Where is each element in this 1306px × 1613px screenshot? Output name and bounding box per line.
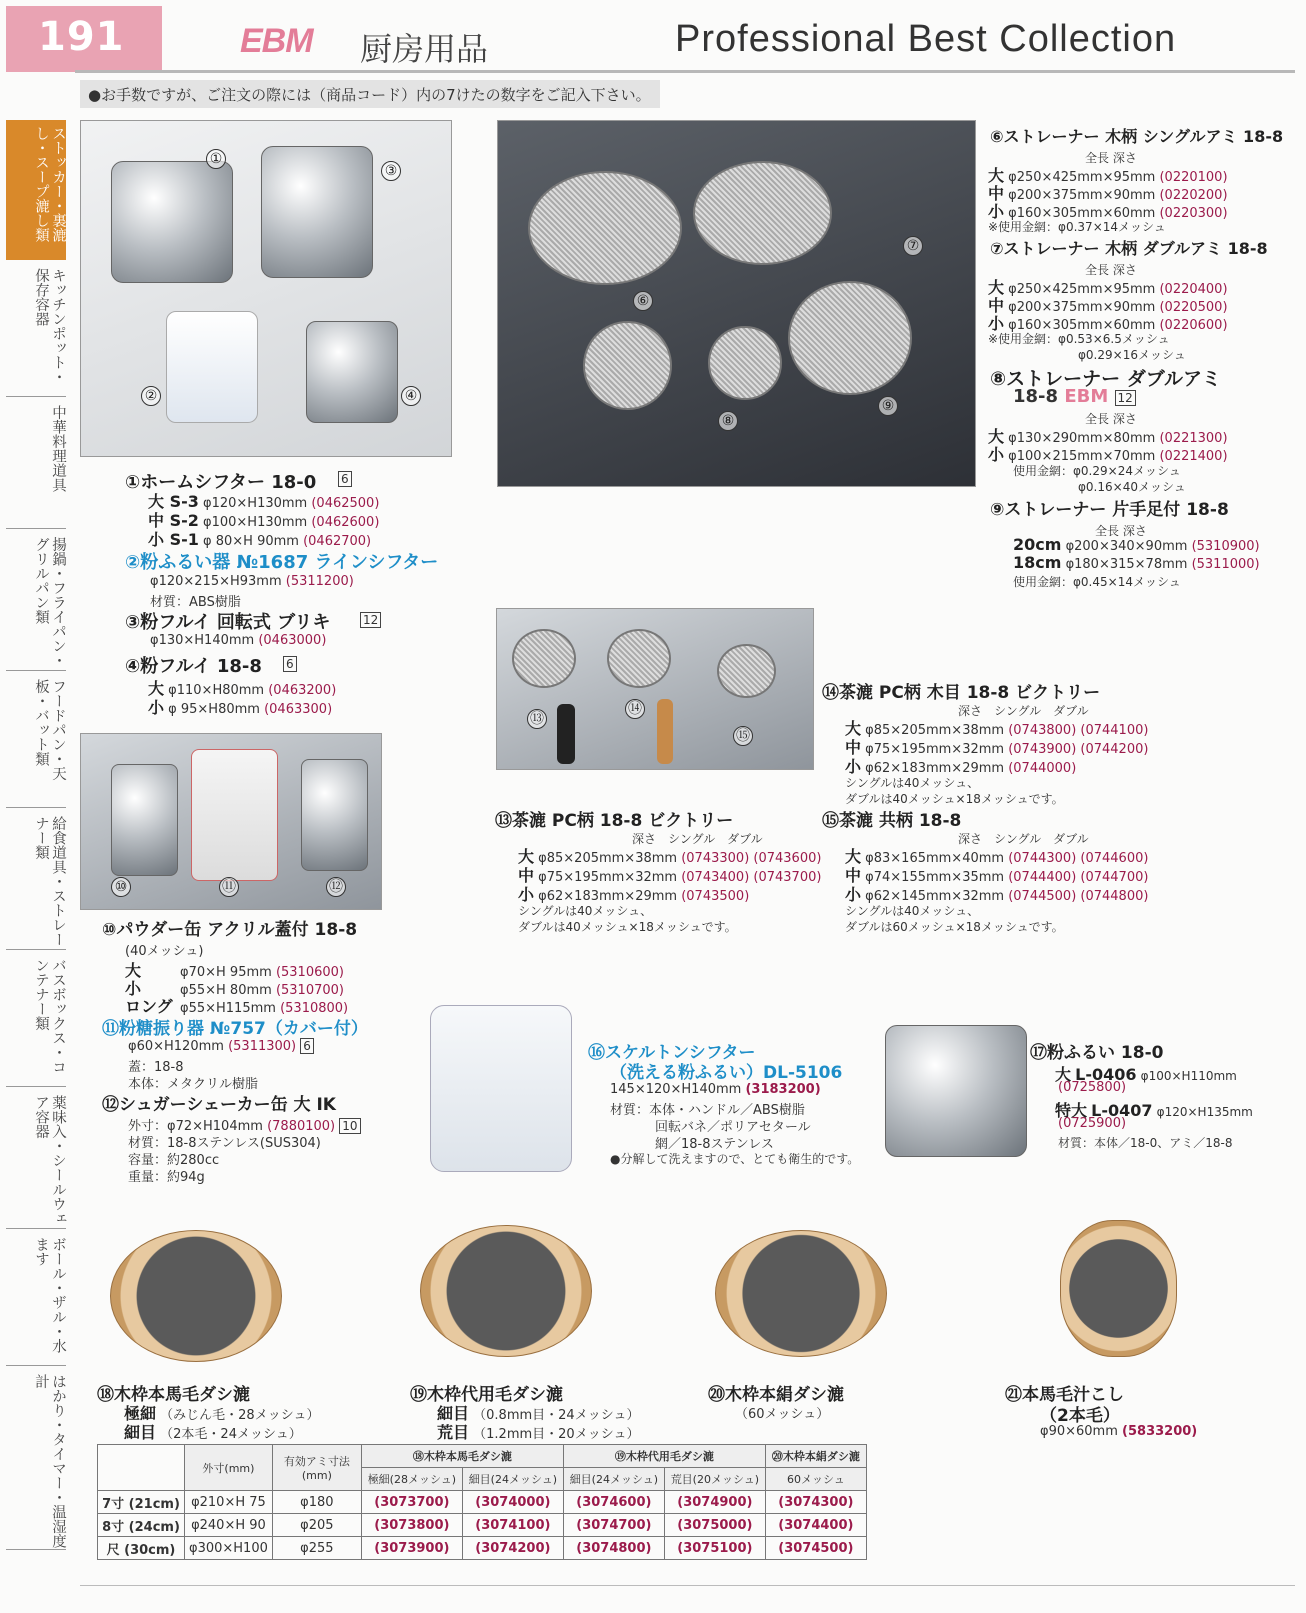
material-text: 材質：18-8ステンレス(SUS304): [128, 1136, 321, 1151]
wood-handle-image: [657, 699, 673, 764]
sidebar-item-frypan[interactable]: 揚鍋・フライパン・グリルパン類: [6, 531, 66, 671]
image-tag: ⑭: [625, 699, 645, 719]
product-photo-sifters: [80, 120, 452, 457]
material-text: 網／18-8ステンレス: [655, 1137, 774, 1152]
image-tag: ⑧: [718, 411, 738, 431]
column-header: 深さ シングル ダブル: [958, 704, 1089, 718]
table-row: 尺 (30cm) φ300×H100 φ255 (3073900) (3074200) (3074800) (3075100) (3074500): [98, 1537, 867, 1560]
spec-row: 小 φ160×305mm×60mm (0220300): [988, 202, 1228, 221]
skeleton-sifter-image: [430, 1005, 572, 1172]
page-number: 191: [38, 14, 125, 60]
pack-qty-badge: 6: [338, 471, 352, 487]
powder-can-image: [111, 764, 178, 876]
sidebar-item-stocker[interactable]: ストッカー・裏漉し・スープ漉し類: [6, 120, 66, 260]
spec-row: 細目 （2本毛・24メッシュ）: [124, 1423, 302, 1442]
line-sifter-image: [166, 311, 258, 423]
material-text: 蓋：18-8: [128, 1060, 184, 1075]
product-code: (0725900): [1058, 1116, 1127, 1131]
image-tag: ⑨: [878, 396, 898, 416]
table-row: 8寸 (24cm) φ240×H 90 φ205 (3073800) (3074100) (3074700) (3075000) (3074400): [98, 1514, 867, 1537]
sidebar-item-scale[interactable]: はかり・タイマー・温湿度計: [6, 1368, 66, 1550]
product-title-sugar-shaker: ⑫シュガーシェーカー缶 大 IK: [102, 1095, 336, 1115]
spec-row: 大 φ250×425mm×95mm (0220400): [988, 278, 1228, 297]
sugar-duster-image: [191, 749, 278, 881]
pack-qty-badge: 6: [283, 656, 297, 672]
mesh-note: φ0.16×40メッシュ: [1078, 480, 1186, 494]
table-header: 外寸(mm): [185, 1445, 273, 1491]
column-header: 全長 深さ: [1085, 412, 1137, 426]
sidebar-item-foodpan[interactable]: フードパン・天板・バット類: [6, 673, 66, 808]
silk-sieve-image: [715, 1230, 887, 1357]
spec-row: 大 φ110×H80mm (0463200): [148, 679, 337, 698]
table-header: 細目(24メッシュ): [462, 1468, 563, 1491]
spec-row: 大 S-3 φ120×H130mm (0462500): [148, 492, 380, 511]
table-group-header: ⑳木枠本絹ダシ漉: [765, 1445, 866, 1468]
tea-strainer-wood-image: [607, 629, 671, 688]
spec-row: 特大 L-0407 φ120×H135mm: [1055, 1101, 1253, 1120]
spec-row: 小 φ 95×H80mm (0463300): [148, 698, 333, 717]
spec-row: 18cm φ180×315×78mm (5311000): [1013, 553, 1260, 572]
spec-row: 145×120×H140mm (3183200): [610, 1082, 821, 1097]
material-text: 材質：本体／18-0、アミ／18-8: [1058, 1136, 1233, 1150]
spec-row: 荒目 （1.2mm目・20メッシュ）: [437, 1423, 640, 1442]
spec-row: 中 S-2 φ100×H130mm (0462600): [148, 511, 380, 530]
spec-row: 大 φ70×H 95mm (5310600): [125, 961, 344, 980]
mesh-note: (40メッシュ): [125, 944, 204, 959]
image-tag: ④: [401, 386, 421, 406]
spec-row: 小 φ62×183mm×29mm (0743500): [518, 885, 750, 904]
spec-row: 極細 （みじん毛・28メッシュ）: [124, 1404, 320, 1423]
spec-row: 外寸：φ72×H104mm (7880100) 10: [128, 1115, 361, 1134]
sidebar-item-bowl[interactable]: ボール・ザル・水ます: [6, 1231, 66, 1366]
spec-row: 大 φ85×205mm×38mm (0743300) (0743600): [518, 847, 822, 866]
table-row: 7寸 (21cm) φ210×H 75 φ180 (3073700) (3074000) (3074600) (3074900) (3074300): [98, 1491, 867, 1514]
sidebar-item-chinese[interactable]: 中華料理道具: [6, 399, 66, 529]
spec-row: 20cm φ200×340×90mm (5310900): [1013, 535, 1260, 554]
product-photo-strainers: [497, 120, 976, 487]
image-tag: ⑬: [527, 709, 547, 729]
spec-row: 大 L-0406 φ100×H110mm: [1055, 1065, 1237, 1084]
pack-qty-badge: 12: [360, 612, 381, 628]
product-title-silk-sieve: ⑳木枠本絹ダシ漉: [708, 1385, 844, 1405]
home-sifter-image: [111, 161, 233, 283]
table-header: 極細(28メッシュ): [361, 1468, 462, 1491]
product-title-sugar-duster: ⑪粉糖振り器 №757（カバー付）: [102, 1019, 368, 1039]
spec-row: 大 φ250×425mm×95mm (0220100): [988, 166, 1228, 185]
horsehair-sieve-image: [110, 1230, 282, 1362]
table-corner: [98, 1445, 185, 1491]
mesh-note: ダブルは60メッシュ×18メッシュです。: [845, 920, 1064, 934]
spec-row: 中 φ200×375mm×90mm (0220500): [988, 296, 1228, 315]
sugar-shaker-image: [301, 759, 368, 871]
table-header: 有効アミ寸法(mm): [272, 1445, 361, 1491]
mesh-note: シングルは40メッシュ、: [845, 904, 980, 918]
column-header: 全長 深さ: [1085, 151, 1137, 165]
material-text: 材質：本体・ハンドル／ABS樹脂: [610, 1103, 805, 1118]
spec-row: 大 φ83×165mm×40mm (0744300) (0744600): [845, 847, 1149, 866]
image-tag: ②: [141, 386, 161, 406]
mesh-note: シングルは40メッシュ、: [518, 904, 653, 918]
substitute-sieve-image: [420, 1225, 592, 1357]
table-group-header: ⑲木枠代用毛ダシ漉: [563, 1445, 765, 1468]
product-title-flour-sifter: ④粉フルイ 18-8: [125, 656, 262, 677]
mesh-note: 使用金網：φ0.45×14メッシュ: [1013, 575, 1181, 589]
pack-qty-badge: 10: [339, 1118, 360, 1134]
header-divider: [75, 70, 1295, 73]
mesh-note: ダブルは40メッシュ×18メッシュです。: [518, 920, 737, 934]
material-text: 本体：メタクリル樹脂: [128, 1077, 259, 1092]
spec-row: 小 S-1 φ 80×H 90mm (0462700): [148, 530, 372, 549]
product-title-tea-strainer-15: ⑮茶漉 共柄 18-8: [822, 811, 962, 831]
strainer-double-image: [693, 161, 832, 265]
rotary-sifter-image: [261, 146, 373, 278]
sidebar-item-condiment[interactable]: 薬味入・シールウェア容器: [6, 1089, 66, 1229]
spec-row: 中 φ74×155mm×35mm (0744400) (0744700): [845, 866, 1149, 885]
mesh-note: （60メッシュ）: [735, 1407, 830, 1422]
strainer-footed-image: [788, 281, 912, 395]
brand-logo: EBM: [240, 22, 313, 60]
product-title-horsehair-sieve: ⑱木枠本馬毛ダシ漉: [97, 1385, 250, 1405]
column-header: 深さ シングル ダブル: [958, 832, 1089, 846]
tea-strainer-pc-image: [512, 629, 576, 688]
product-title-home-sifter: ①ホームシフター 18-0: [125, 472, 317, 493]
column-header: 全長 深さ: [1095, 524, 1147, 538]
sidebar-item-strainer[interactable]: 給食道具・ストレーナー類: [6, 810, 66, 950]
spec-row: 小 φ100×215mm×70mm (0221400): [988, 445, 1228, 464]
column-header: 全長 深さ: [1085, 263, 1137, 277]
table-header: 細目(24メッシュ): [563, 1468, 664, 1491]
mesh-note: φ0.29×16メッシュ: [1078, 348, 1186, 362]
pack-qty-badge: 12: [1115, 390, 1136, 406]
image-tag: ⑪: [219, 877, 239, 897]
mesh-note: 使用金網：φ0.29×24メッシュ: [1013, 464, 1181, 478]
product-photo-tea-strainers: [496, 608, 814, 770]
order-notice: ●お手数ですが、ご注文の際には（商品コード）内の7けたの数字をご記入下さい。: [88, 86, 651, 104]
image-tag: ⑮: [733, 726, 753, 746]
capacity-text: 容量：約280cc: [128, 1153, 220, 1168]
table-header: 荒目(20メッシュ): [664, 1468, 765, 1491]
product-title-substitute-sieve: ⑲木枠代用毛ダシ漉: [410, 1385, 563, 1405]
weight-text: 重量：約94g: [128, 1170, 205, 1185]
image-tag: ⑥: [633, 291, 653, 311]
strainer-mini-image: [708, 326, 782, 400]
sieve-spec-table: [97, 1444, 867, 1560]
product-photo-shakers: [80, 733, 382, 910]
product-title-skeleton-sifter: ⑯スケルトンシフター: [588, 1043, 756, 1063]
collection-title: Professional Best Collection: [675, 18, 1177, 60]
spec-row: 中 φ75×195mm×32mm (0743900) (0744200): [845, 738, 1149, 757]
spec-row: φ130×H140mm (0463000): [150, 633, 327, 648]
product-title-strainer-8: ⑧ストレーナー ダブルアミ: [990, 368, 1221, 390]
spec-row: 中 φ75×195mm×32mm (0743400) (0743700): [518, 866, 822, 885]
spec-row: 中 φ200×375mm×90mm (0220200): [988, 184, 1228, 203]
image-tag: ⑫: [326, 877, 346, 897]
product-subtitle-soup-strainer: （2本毛）: [1040, 1406, 1120, 1426]
mesh-note: ※使用金網：φ0.37×14メッシュ: [988, 220, 1166, 234]
image-tag: ⑦: [903, 236, 923, 256]
table-group-header: ⑱木枠本馬毛ダシ漉: [361, 1445, 563, 1468]
product-title-sifter-18-0: ⑰粉ふるい 18-0: [1030, 1043, 1164, 1063]
sidebar-item-busbox[interactable]: バスボックス・コンテナー類: [6, 952, 66, 1087]
mesh-note: シングルは40メッシュ、: [845, 776, 980, 790]
strainer-single-image: [528, 171, 682, 285]
spec-row: 大 φ130×290mm×80mm (0221300): [988, 427, 1228, 446]
material-text: 回転バネ／ポリアセタール: [655, 1120, 811, 1135]
spec-row: 小 φ55×H 80mm (5310700): [125, 979, 344, 998]
spec-row: 小 φ62×145mm×32mm (0744500) (0744800): [845, 885, 1149, 904]
soup-strainer-image: [1060, 1220, 1177, 1357]
product-title-soup-strainer: ㉑本馬毛汁こし: [1005, 1385, 1124, 1405]
product-title-strainer-7: ⑦ストレーナー 木柄 ダブルアミ 18-8: [990, 239, 1268, 258]
column-header: 深さ シングル ダブル: [632, 832, 763, 846]
product-title-strainer-6: ⑥ストレーナー 木柄 シングルアミ 18-8: [990, 127, 1284, 146]
product-title-tea-strainer-13: ⑬茶漉 PC柄 18-8 ビクトリー: [495, 811, 734, 831]
spec-row: 大 φ85×205mm×38mm (0743800) (0744100): [845, 719, 1149, 738]
brand-mark: EBM: [1064, 386, 1109, 407]
image-tag: ⑩: [111, 877, 131, 897]
product-title-tea-strainer-14: ⑭茶漉 PC柄 木目 18-8 ビクトリー: [822, 683, 1101, 703]
sidebar-item-kitchen-pot[interactable]: キッチンポット・保存容器: [6, 262, 66, 397]
product-title-rotary-sifter: ③粉フルイ 回転式 ブリキ: [125, 612, 331, 633]
spec-row: 細目 （0.8mm目・24メッシュ）: [437, 1404, 640, 1423]
mesh-note: ※使用金網：φ0.53×6.5メッシュ: [988, 332, 1170, 346]
product-subtitle-skeleton-sifter: （洗える粉ふるい）DL-5106: [610, 1063, 843, 1083]
category-title: 厨房用品: [360, 30, 489, 68]
table-header: 60メッシュ: [765, 1468, 866, 1491]
spec-row: ロング φ55×H115mm (5310800): [125, 997, 349, 1016]
pack-qty-badge: 6: [300, 1038, 314, 1054]
spec-row: 18-8 EBM 12: [1013, 386, 1136, 407]
footer-divider: [80, 1585, 1295, 1586]
image-tag: ①: [206, 149, 226, 169]
mesh-note: ダブルは40メッシュ×18メッシュです。: [845, 792, 1064, 806]
spec-row: φ60×H120mm (5311300) 6: [128, 1039, 314, 1054]
product-code: (0725800): [1058, 1080, 1127, 1095]
spec-row: 小 φ62×183mm×29mm (0744000): [845, 757, 1077, 776]
sifter-18-0-image: [885, 1025, 1027, 1157]
image-tag: ③: [381, 161, 401, 181]
product-title-line-sifter: ②粉ふるい器 №1687 ラインシフター: [125, 552, 439, 573]
spec-row: φ120×215×H93mm (5311200): [150, 574, 354, 589]
spec-row: 小 φ160×305mm×60mm (0220600): [988, 314, 1228, 333]
spec-row: φ90×60mm (5833200): [1040, 1424, 1198, 1439]
product-title-powder-can: ⑩パウダー缶 アクリル蓋付 18-8: [102, 920, 358, 940]
flour-sifter-image: [306, 321, 398, 423]
product-title-strainer-9: ⑨ストレーナー 片手足付 18-8: [990, 500, 1229, 520]
tea-strainer-steel-image: [717, 644, 776, 698]
material-text: 材質：ABS樹脂: [150, 595, 241, 610]
strainer-small-image: [583, 321, 672, 410]
feature-note: ●分解して洗えますので、とても衛生的です。: [610, 1152, 860, 1166]
pc-handle-image: [557, 704, 575, 764]
